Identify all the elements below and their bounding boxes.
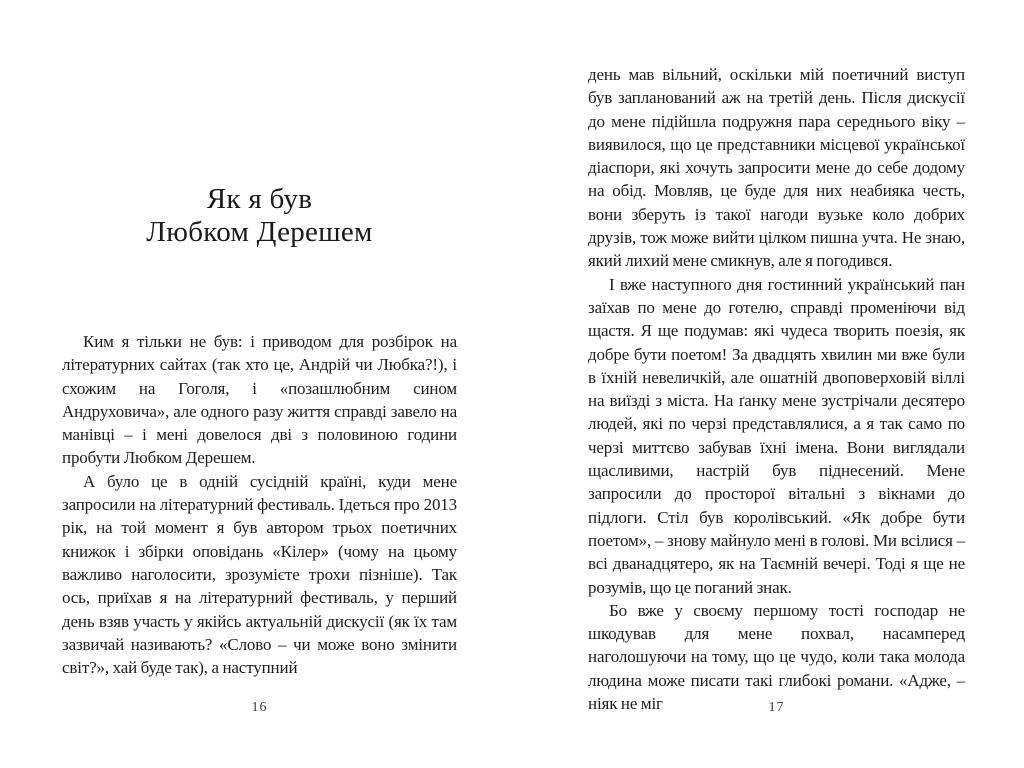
chapter-title-line2: Любком Дерешем [146, 216, 373, 248]
right-page-number: 17 [768, 700, 785, 715]
paragraph: Бо вже у своєму першому тості господар не шкодував для мене похвал, насамперед наголошуючи на тому, що це чудо, коли така молода людина може писати такі глибокі романи. «Адже, – ніяк не міг [588, 600, 965, 714]
chapter-title-line1: Як я був [206, 183, 313, 215]
left-page [62, 0, 457, 768]
paragraph: день мав вільний, оскільки мій поетичний виступ був запланований аж на третій день. Після дискусії до мене підійшла подружня пара середнього віку – виявилося, що це представники місцевої української діаспори, які хочуть запросити мене до себе додому на обід. Мовляв, це буде для них неабияка честь, вони зберуть із такої нагоди вузьке коло добрих друзів, тож може вийти цілком пишна учта. Не знаю, який лихий мене смикнув, але я погодився. [588, 65, 965, 271]
paragraph: Ким я тільки не був: і приводом для розбірок на літературних сайтах (так хто це, Андрій чи Любка?!), і схожим на Гоголя, і «позашлюбним сином Андруховича», але одного разу життя справді завело на манівці – і мені довелося дві з половиною години пробути Любком Дерешем. [62, 332, 457, 468]
paragraph: А було це в одній сусідній країні, куди мене запросили на літературний фестиваль. Ідеться про 2013 рік, на той момент я був автором трьох поетичних книжок і збірки оповідань «Кілер» (чому на цьому важливо наголосити, зрозумієте трохи пізніше). Так ось, приїхав я на літературний фестиваль, у перший день взяв участь у якійсь актуальній дискусії (як їх там зазвичай називають? «Слово – чи може воно змінити світ?», хай буде так), а наступний [62, 471, 457, 678]
left-page-number: 16 [251, 700, 268, 715]
chapter-title [62, 183, 457, 249]
right-page-body [588, 63, 965, 715]
paragraph: І вже наступного дня гостинний український пан заїхав по мене до готелю, справді променіючи від щастя. Я ще подумав: які чудеса творить поезія, як добре бути поетом! За двадцять хвилин ми вже були в їхній невеличкій, але ошатній двоповерховій віллі на виїзді з міста. На ґанку мене зустрічали десятеро людей, які по черзі представлялися, а я так само по черзі миттєво забував їхні імена. Вони виглядали щасливими, настрій був піднесений. Мене запросили до просторої вітальні з вікнами до підлоги. Стіл був королівський. «Як добре бути поетом», – знову майнуло мені в голові. Ми всілися – всі дванадцятеро, як на Таємній вечері. Тоді я ще не розумів, що це поганий знак. [588, 274, 965, 597]
right-page [588, 0, 965, 768]
left-page-body [62, 330, 457, 679]
